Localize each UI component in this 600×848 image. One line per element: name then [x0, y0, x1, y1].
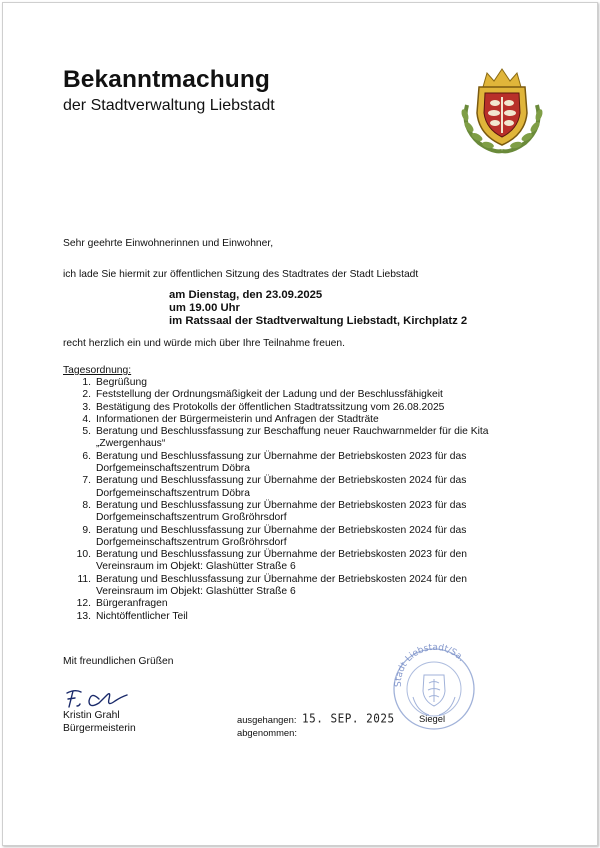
seal-text: Stadt Liebstadt/Sa. [393, 642, 467, 688]
meeting-location: im Ratssaal der Stadtverwaltung Liebstadt, Kirchplatz 2 [169, 315, 468, 327]
handwritten-signature [63, 687, 133, 711]
agenda-item-text: Nichtöffentlicher Teil [96, 610, 188, 622]
agenda-item-number: 7. [82, 475, 91, 487]
coat-of-arms-icon [453, 65, 551, 155]
seal-label: Siegel [419, 713, 446, 724]
agenda-item-text: Bürgeranfragen [96, 598, 168, 610]
agenda-item-number: 3. [82, 401, 91, 413]
agenda-item-text: Beratung und Beschlussfassung zur Übernahme der Betriebskosten 2024 für das Dorfgemeinschaftszentrum Döbra [96, 475, 467, 499]
agenda-item [63, 598, 523, 610]
page-subtitle: der Stadtverwaltung Liebstadt [63, 97, 275, 114]
signatory-name: Kristin Grahl [63, 710, 120, 721]
agenda-item-number: 13. [76, 610, 91, 622]
agenda-item [63, 549, 523, 574]
agenda-item-text: Beratung und Beschlussfassung zur Übernahme der Betriebskosten 2023 für den Vereinsraum im Objekt: Glashütter Straße 6 [96, 549, 467, 573]
agenda-item [63, 402, 523, 414]
agenda-item [63, 414, 523, 426]
agenda-item-text: Bestätigung des Protokolls der öffentlichen Stadtratssitzung vom 26.08.2025 [96, 401, 445, 413]
agenda-item-text: Feststellung der Ordnungsmäßigkeit der Ladung und der Beschlussfähigkeit [96, 389, 443, 401]
removed-label: abgenommen: [237, 727, 297, 738]
agenda-item-text: Begrüßung [96, 377, 147, 388]
agenda-heading: Tagesordnung: [63, 365, 132, 376]
agenda-item [63, 389, 523, 401]
agenda-item-number: 4. [82, 413, 91, 425]
agenda-item [63, 611, 523, 623]
agenda-item [63, 500, 523, 525]
agenda-item-text: Beratung und Beschlussfassung zur Übernahme der Betriebskosten 2023 für das Dorfgemeinschaftszentrum Großröhrsdorf [96, 499, 467, 524]
posted-date-stamp: 15. SEP. 2025 [302, 711, 395, 726]
agenda-item-text: Beratung und Beschlussfassung zur Übernahme der Betriebskosten 2024 für den Vereinsraum im Objekt: Glashütter Straße 6 [96, 573, 467, 598]
svg-text:Stadt Liebstadt/Sa. [394, 643, 466, 687]
agenda-item [63, 426, 523, 451]
posted-label: ausgehangen: [237, 714, 297, 725]
invitation-closing: recht herzlich ein und würde mich über Ihre Teilnahme freuen. [63, 338, 345, 349]
agenda-item-number: 6. [82, 450, 91, 462]
page-title: Bekanntmachung [63, 66, 270, 93]
agenda-item-number: 11. [77, 573, 91, 585]
agenda-item [63, 451, 523, 476]
signatory-role: Bürgermeisterin [63, 723, 136, 734]
invitation-text: ich lade Sie hiermit zur öffentlichen Sitzung des Stadtrates der Stadt Liebstadt [63, 269, 419, 280]
agenda-item-number: 9. [82, 524, 91, 536]
agenda-item [63, 475, 523, 500]
agenda-item-number: 12. [76, 598, 91, 610]
agenda-item [63, 525, 523, 550]
agenda-item-text: Beratung und Beschlussfassung zur Übernahme der Betriebskosten 2023 für das Dorfgemeinschaftszentrum Döbra [96, 450, 467, 475]
agenda-item [63, 574, 523, 599]
agenda-item-number: 10. [76, 549, 91, 561]
agenda-list [63, 377, 523, 623]
agenda-item-number: 5. [82, 426, 91, 438]
meeting-time: um 19.00 Uhr [169, 302, 240, 314]
document-page [2, 2, 598, 846]
agenda-item-text: Beratung und Beschlussfassung zur Beschaffung neuer Rauchwarnmelder für die Kita „Zwergenhaus“ [96, 426, 489, 450]
meeting-date: am Dienstag, den 23.09.2025 [169, 289, 323, 301]
agenda-item-number: 1. [82, 377, 91, 388]
agenda-item [63, 377, 523, 389]
agenda-item-number: 2. [82, 389, 91, 401]
closing-regards: Mit freundlichen Grüßen [63, 656, 174, 667]
agenda-item-text: Informationen der Bürgermeisterin und Anfragen der Stadträte [96, 413, 379, 425]
agenda-item-text: Beratung und Beschlussfassung zur Übernahme der Betriebskosten 2024 für das Dorfgemeinschaftszentrum Großröhrsdorf [96, 524, 467, 548]
agenda-item-number: 8. [82, 499, 91, 511]
salutation: Sehr geehrte Einwohnerinnen und Einwohner, [63, 238, 274, 249]
